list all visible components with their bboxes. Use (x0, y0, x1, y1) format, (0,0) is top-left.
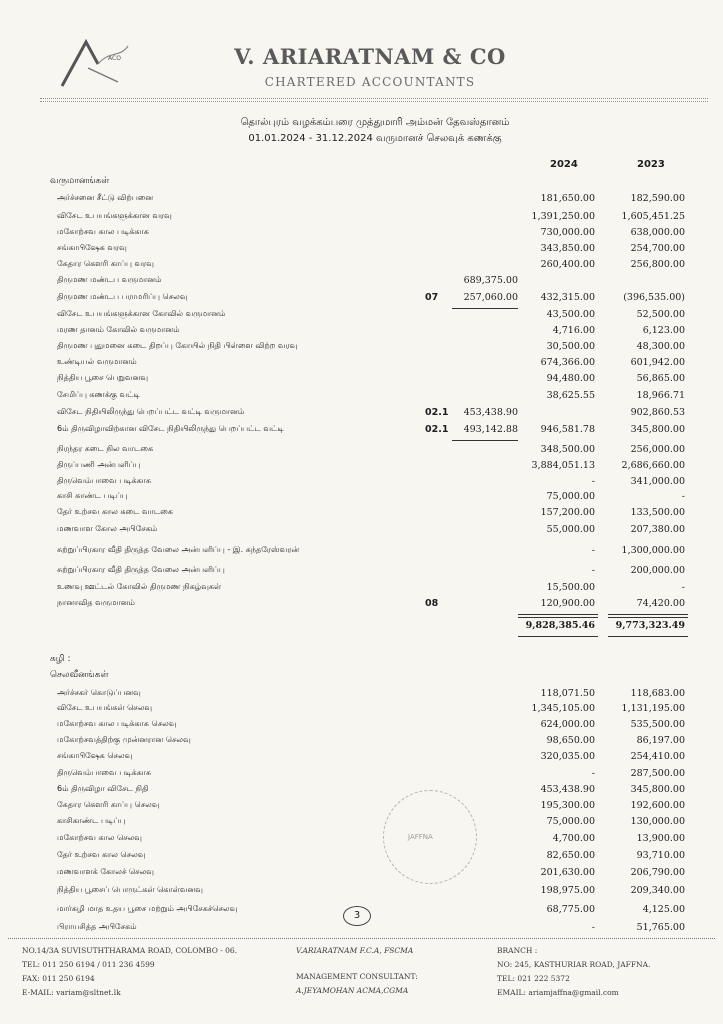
firm-name: V. ARIARATNAM & CO (234, 44, 506, 69)
row-label: விசேட நிதியிலிருந்து பெறப்பட்ட வட்டி வருமானம் (57, 407, 245, 416)
income-row (0, 243, 723, 259)
row-subamount: 689,375.00 (463, 275, 518, 286)
row-label: காசிகாண்ட படிப்பு (57, 816, 126, 825)
row-label: 6ம் திருவிழா விசேட நிதி (57, 784, 149, 793)
row-label: விசேட உபயங்களுக்கான கோவில் வருமானம் (57, 309, 226, 318)
row-value-2024: 43,500.00 (546, 309, 595, 320)
row-label: 6ம் திருவிழாவிற்கான விசேட நிதியிலிருந்து பெறப்பட்ட வட்டி (57, 424, 284, 433)
row-value-2024: - (591, 922, 595, 933)
expense-row (0, 850, 723, 866)
row-label: நிரந்தர கடை நில வாடகை (57, 444, 154, 453)
row-label: நானாவித வருமானம் (57, 598, 135, 607)
income-row (0, 193, 723, 209)
income-row (0, 491, 723, 507)
header-divider (40, 101, 708, 102)
row-value-2024: 75,000.00 (546, 491, 595, 502)
row-subamount: 257,060.00 (463, 292, 518, 303)
row-subamount: 493,142.88 (463, 424, 518, 435)
income-row (0, 292, 723, 308)
statement-title: தொல்புரம் வழக்கம்பரை முத்துமாரி அம்மன் தேவஸ்தானம் (240, 117, 510, 128)
expense-row (0, 735, 723, 751)
footer-divider (8, 938, 715, 939)
row-label: திருவெம்பாவை படிக்காசு (57, 768, 152, 777)
row-label: திருமண புதுமனை கடை திறப்பு கோயில் நிதி பிள்ளை விற்ற வரவு (57, 341, 298, 350)
row-value-2023: 341,000.00 (630, 476, 685, 487)
row-label: தேர் உற்சவ கால கடை வாடகை (57, 507, 173, 516)
footer-branch-label: BRANCH : (497, 946, 538, 955)
row-label: மகோற்சவத்திற்கு முன்னரான செலவு (57, 735, 191, 744)
income-heading: வருமானங்கள் (50, 176, 110, 186)
expense-row (0, 719, 723, 735)
income-row (0, 545, 723, 561)
row-value-2024: 432,315.00 (540, 292, 595, 303)
row-value-2024: 157,200.00 (540, 507, 595, 518)
row-value-2024: 30,500.00 (546, 341, 595, 352)
row-label: மணவாள கோல அபிசேகம் (57, 524, 158, 533)
income-row (0, 390, 723, 406)
row-value-2024: 118,071.50 (540, 688, 595, 699)
expense-row (0, 800, 723, 816)
expense-row (0, 784, 723, 800)
row-label: காசி காண்ட படிப்பு (57, 491, 128, 500)
row-value-2024: - (591, 476, 595, 487)
row-label: திருமண மண்டப பராமரிப்பு செலவு (57, 292, 188, 301)
row-value-2023: 51,765.00 (636, 922, 685, 933)
row-label: திருமண மண்டப வருமானம் (57, 275, 162, 284)
row-value-2024: 320,035.00 (540, 751, 595, 762)
footer-branch-address: NO: 245, KASTHURIAR ROAD, JAFFNA. (497, 960, 651, 969)
row-label: சுற்றுப்பிரகார வீதி திருத்த வேலை அன்பளிப்பு (57, 565, 225, 574)
footer-tel: TEL: 011 250 6194 / 011 236 4599 (22, 960, 155, 969)
row-value-2023: 256,800.00 (630, 259, 685, 270)
row-label: தேர் உற்சவ கால செலவு (57, 850, 146, 859)
row-value-2023: 118,683.00 (630, 688, 685, 699)
row-value-2023: 345,800.00 (630, 784, 685, 795)
income-row (0, 460, 723, 476)
row-label: உணவு ஊட்டல் கோவில் திருமண நிகழ்வுகள் (57, 582, 222, 591)
row-value-2024: 4,716.00 (552, 325, 595, 336)
row-value-2024: 343,850.00 (540, 243, 595, 254)
row-note: 08 (425, 598, 439, 609)
expense-row (0, 768, 723, 784)
income-row (0, 373, 723, 389)
row-label: அர்ச்சகர் கொடுப்பனவு (57, 688, 141, 697)
expense-row (0, 867, 723, 883)
expenses-heading: செலவீனங்கள் (50, 670, 109, 680)
row-value-2024: 3,884,051.13 (531, 460, 595, 471)
row-value-2023: 13,900.00 (636, 833, 685, 844)
page-number: 3 (343, 906, 371, 926)
row-value-2024: - (591, 545, 595, 556)
row-value-2024: 181,650.00 (540, 193, 595, 204)
income-row (0, 407, 723, 423)
row-value-2023: 601,942.00 (630, 357, 685, 368)
income-row (0, 444, 723, 460)
row-note: 02.1 (425, 424, 449, 435)
row-value-2023: 2,686,660.00 (621, 460, 685, 471)
row-value-2024: 674,366.00 (540, 357, 595, 368)
total-underline (518, 636, 598, 637)
row-label: பிராயசித்த அபிசேகம் (57, 922, 137, 931)
row-value-2024: - (591, 768, 595, 779)
row-note: 07 (425, 292, 439, 303)
row-value-2024: 4,700.00 (552, 833, 595, 844)
income-row (0, 507, 723, 523)
row-value-2023: 206,790.00 (630, 867, 685, 878)
row-value-2023: 52,500.00 (636, 309, 685, 320)
income-total-2024: 9,828,385.46 (525, 620, 595, 631)
footer-partner: V.ARIARATNAM F.C.A, FSCMA (296, 946, 414, 955)
row-label: நித்திய பூசைப் பொருட்கள் கொள்வனவு (57, 885, 203, 894)
row-value-2023: (396,535.00) (623, 292, 685, 303)
row-value-2023: 133,500.00 (630, 507, 685, 518)
row-label: விசேட உபயங்கள் செலவு (57, 703, 153, 712)
row-value-2023: 182,590.00 (630, 193, 685, 204)
row-value-2023: 209,340.00 (630, 885, 685, 896)
row-label: கேதார கௌரி காப்பு வரவு (57, 259, 154, 268)
income-row (0, 325, 723, 341)
row-label: மகோற்சவ கால செலவு (57, 833, 142, 842)
row-label: கேதார கௌரி காப்பு செலவு (57, 800, 160, 809)
subtotal-underline (452, 308, 518, 309)
logo-text: ACO (108, 55, 121, 62)
statement-period: 01.01.2024 - 31.12.2024 வருமானச் செலவுக் கணக்கு (248, 133, 502, 144)
row-label: விசேட உபயங்களுக்கான வரவு (57, 211, 172, 220)
row-value-2024: 348,500.00 (540, 444, 595, 455)
row-value-2023: 4,125.00 (642, 904, 685, 915)
row-value-2024: 55,000.00 (546, 524, 595, 535)
row-value-2023: 287,500.00 (630, 768, 685, 779)
row-label: சங்காபிஷேக செலவு (57, 751, 133, 760)
row-value-2023: 535,500.00 (630, 719, 685, 730)
year-current-heading: 2024 (550, 159, 578, 170)
total-double-underline (518, 614, 598, 618)
row-label: மகோற்சவ கால படிக்காசு (57, 227, 149, 236)
row-label: சங்காபிஷேக வரவு (57, 243, 127, 252)
row-value-2024: 94,480.00 (546, 373, 595, 384)
row-value-2024: 120,900.00 (540, 598, 595, 609)
row-value-2023: 56,865.00 (636, 373, 685, 384)
stamp-text: JAFFNA (408, 833, 433, 841)
row-label: அர்ச்சனை சீட்டு விற்பனை (57, 193, 154, 202)
row-label: மகோற்சவ கால படிக்காசு செலவு (57, 719, 177, 728)
row-value-2023: 207,380.00 (630, 524, 685, 535)
row-value-2024: 1,391,250.00 (531, 211, 595, 222)
income-row (0, 309, 723, 325)
row-label: திருவெம்பாவை படிக்காசு (57, 476, 152, 485)
total-underline (608, 636, 688, 637)
row-label: நித்திய பூசை பெறுவனவு (57, 373, 149, 382)
footer-fax: FAX: 011 250 6194 (22, 974, 95, 983)
income-row (0, 424, 723, 440)
row-value-2024: 198,975.00 (540, 885, 595, 896)
expense-row (0, 816, 723, 832)
income-row (0, 524, 723, 540)
income-total-2023: 9,773,323.49 (615, 620, 685, 631)
row-subamount: 453,438.90 (463, 407, 518, 418)
row-value-2023: 192,600.00 (630, 800, 685, 811)
row-value-2023: 254,410.00 (630, 751, 685, 762)
row-value-2024: 1,345,105.00 (531, 703, 595, 714)
row-value-2023: 1,300,000.00 (621, 545, 685, 556)
firm-subtitle: CHARTERED ACCOUNTANTS (264, 75, 476, 89)
footer-branch-email: EMAIL: ariamjaffna@gmail.com (497, 988, 619, 997)
firm-logo-icon (58, 38, 130, 90)
minus-label: கழி : (50, 654, 71, 664)
income-row (0, 259, 723, 275)
row-value-2024: 624,000.00 (540, 719, 595, 730)
row-value-2024: 82,650.00 (546, 850, 595, 861)
row-value-2023: 86,197.00 (636, 735, 685, 746)
row-value-2023: 638,000.00 (630, 227, 685, 238)
income-row (0, 341, 723, 357)
income-row (0, 357, 723, 373)
row-value-2023: 6,123.00 (642, 325, 685, 336)
row-value-2024: 195,300.00 (540, 800, 595, 811)
row-value-2023: - (681, 582, 685, 593)
row-value-2024: 75,000.00 (546, 816, 595, 827)
row-value-2024: 453,438.90 (540, 784, 595, 795)
year-previous-heading: 2023 (637, 159, 665, 170)
income-row (0, 598, 723, 614)
expense-row (0, 833, 723, 849)
header-divider (40, 98, 708, 99)
row-value-2024: 946,581.78 (540, 424, 595, 435)
row-label: சேமிப்பு கணக்கு வட்டி (57, 390, 140, 399)
footer-address: NO.14/3A SUVISUTHTHARAMA ROAD, COLOMBO - 06. (22, 946, 238, 955)
office-stamp (383, 790, 477, 884)
row-value-2023: 48,300.00 (636, 341, 685, 352)
row-value-2023: 200,000.00 (630, 565, 685, 576)
footer-branch-tel: TEL: 021 222 5372 (497, 974, 570, 983)
row-value-2024: 260,400.00 (540, 259, 595, 270)
row-label: திருப்பணி அன்பளிப்பு (57, 460, 141, 469)
row-value-2023: 93,710.00 (636, 850, 685, 861)
row-value-2023: 902,860.53 (630, 407, 685, 418)
expense-row (0, 703, 723, 719)
row-note: 02.1 (425, 407, 449, 418)
row-value-2024: 201,630.00 (540, 867, 595, 878)
row-value-2024: 38,625.55 (546, 390, 595, 401)
expense-row (0, 751, 723, 767)
row-value-2023: 130,000.00 (630, 816, 685, 827)
total-double-underline (608, 614, 688, 618)
row-value-2024: 15,500.00 (546, 582, 595, 593)
row-value-2023: 74,420.00 (636, 598, 685, 609)
subtotal-underline (452, 440, 518, 441)
row-label: உண்டியல் வருமானம் (57, 357, 137, 366)
row-label: மரண தானம் கோவில் வருமானம் (57, 325, 180, 334)
income-row (0, 476, 723, 492)
row-label: மணவாளக் கோலச் செலவு (57, 867, 154, 876)
income-row (0, 227, 723, 243)
row-value-2024: 98,650.00 (546, 735, 595, 746)
expense-row (0, 885, 723, 901)
row-value-2023: - (681, 491, 685, 502)
row-value-2024: - (591, 565, 595, 576)
row-value-2024: 730,000.00 (540, 227, 595, 238)
row-value-2023: 254,700.00 (630, 243, 685, 254)
row-value-2023: 256,000.00 (630, 444, 685, 455)
income-row (0, 211, 723, 227)
income-row (0, 275, 723, 291)
income-row (0, 565, 723, 581)
row-label: சுற்றுப்பிரகார வீதி திருத்த வேலை அன்பளிப்பு - இ. சுந்தரேஸ்வரன் (57, 545, 300, 554)
row-label: மார்கழி மாத உதய பூசை மற்றும் அபிசேகச்செலவு (57, 904, 238, 913)
row-value-2023: 18,966.71 (636, 390, 685, 401)
income-row (0, 582, 723, 598)
row-value-2023: 345,800.00 (630, 424, 685, 435)
expense-row (0, 688, 723, 704)
row-value-2023: 1,605,451.25 (621, 211, 685, 222)
footer-consultant-title: MANAGEMENT CONSULTANT: (296, 972, 418, 981)
row-value-2023: 1,131,195.00 (621, 703, 685, 714)
footer-consultant-name: A.JEYAMOHAN ACMA,CGMA (296, 986, 409, 995)
footer-email: E-MAIL: variam@sltnet.lk (22, 988, 121, 997)
row-value-2024: 68,775.00 (546, 904, 595, 915)
